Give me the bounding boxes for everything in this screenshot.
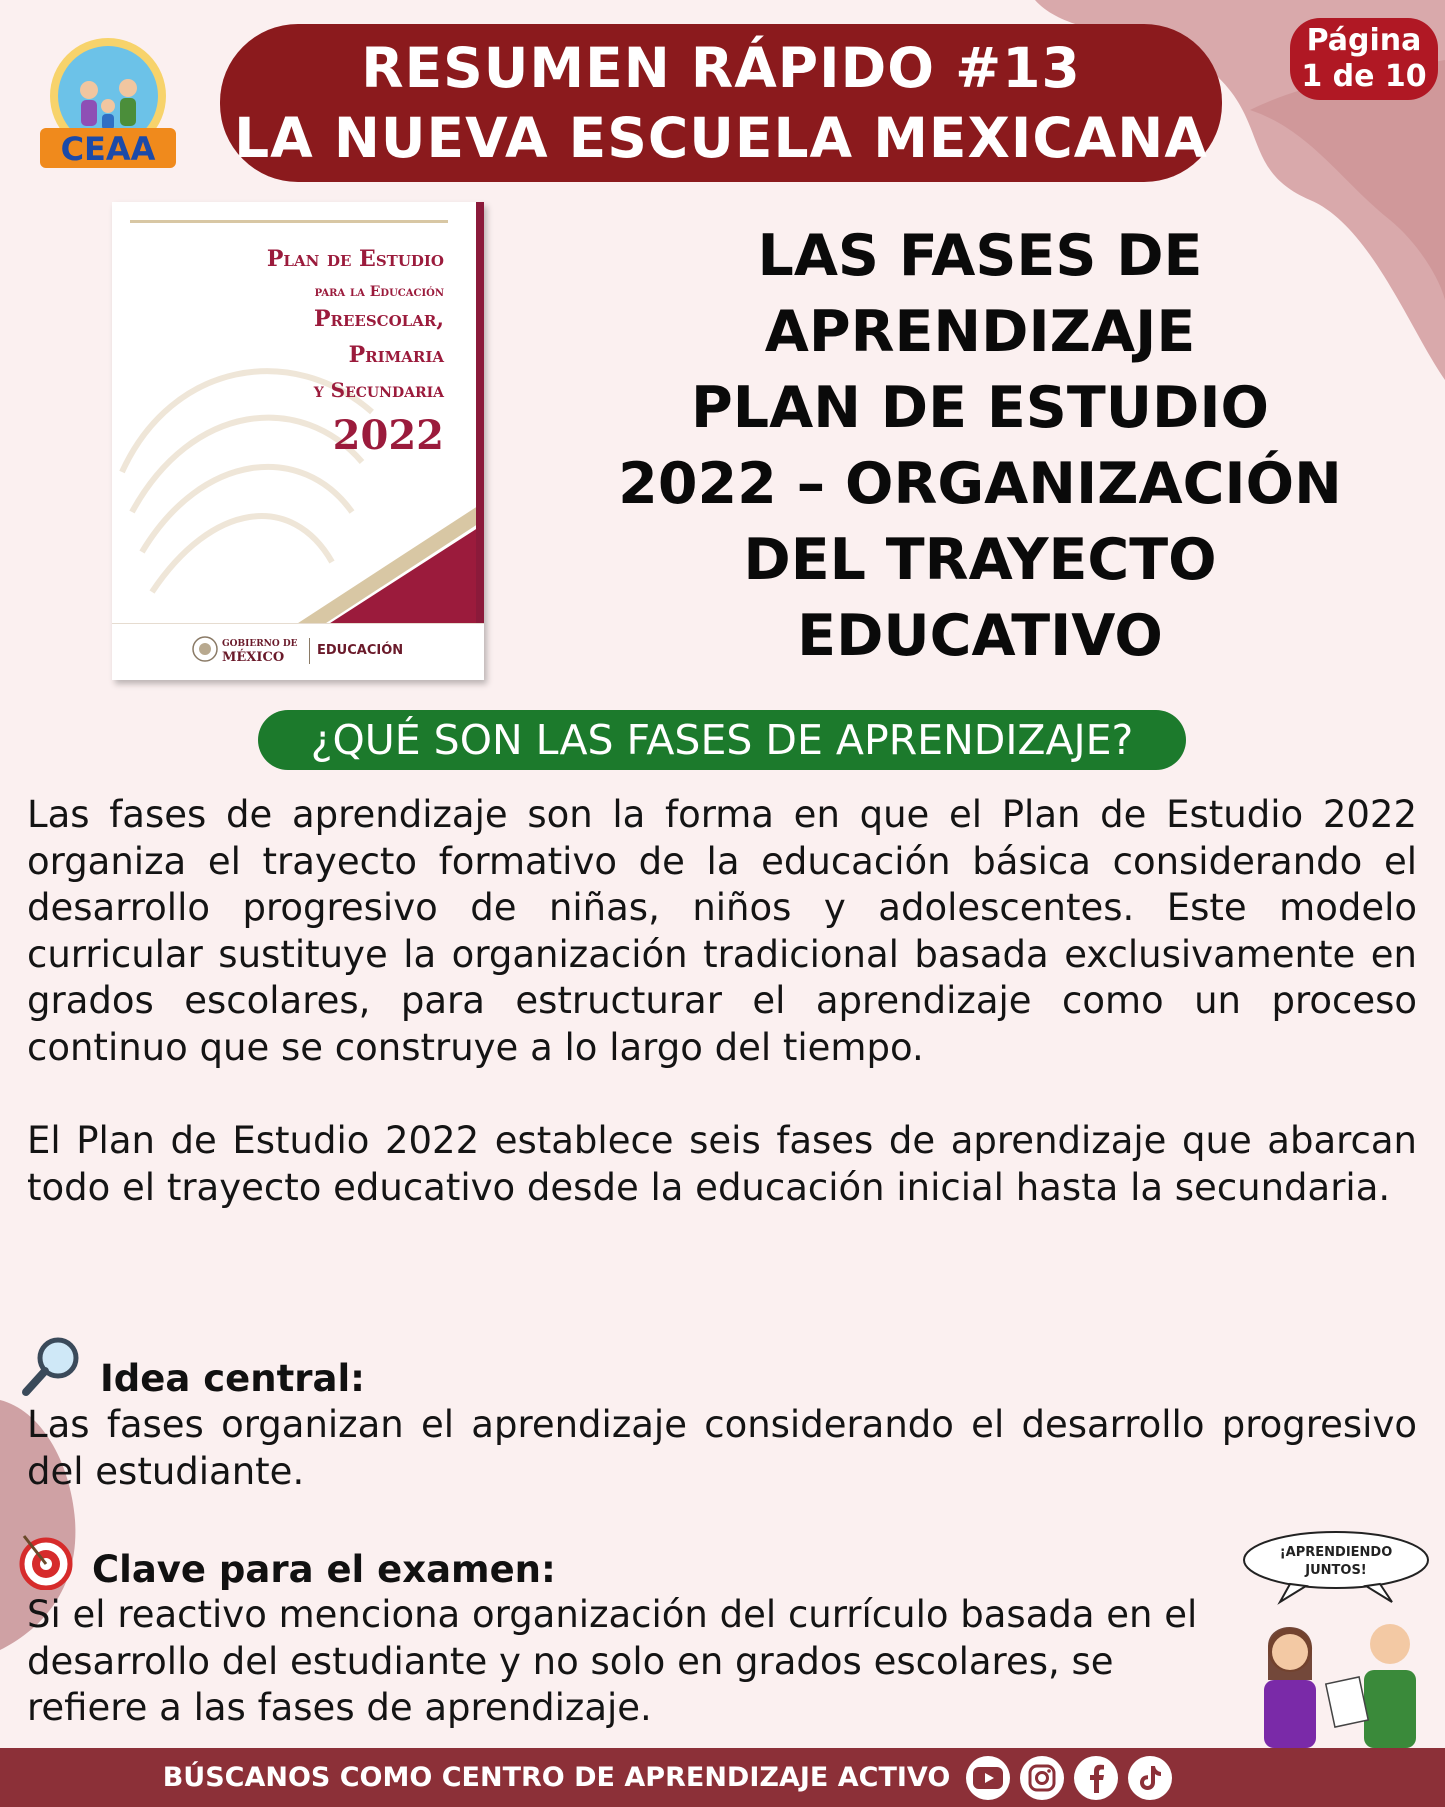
cover-title-line1: Plan de Estudio bbox=[266, 246, 444, 272]
page-badge bbox=[1290, 18, 1438, 100]
cover-divider bbox=[309, 638, 310, 664]
facebook-icon[interactable] bbox=[1074, 1756, 1118, 1800]
tiktok-icon[interactable] bbox=[1128, 1756, 1172, 1800]
header-banner bbox=[220, 24, 1222, 182]
exam-key-heading: Clave para el examen: bbox=[92, 1548, 556, 1591]
title-line4: 2022 – ORGANIZACIÓN bbox=[618, 451, 1342, 517]
title-line3: PLAN DE ESTUDIO bbox=[691, 375, 1269, 441]
instagram-icon[interactable] bbox=[1020, 1756, 1064, 1800]
cover-title-line3: Preescolar, bbox=[313, 306, 444, 332]
youtube-icon[interactable] bbox=[966, 1756, 1010, 1800]
svg-text:¡APRENDIENDO: ¡APRENDIENDO bbox=[1279, 1545, 1393, 1560]
cover-year: 2022 bbox=[332, 412, 444, 459]
svg-text:CEAA: CEAA bbox=[60, 130, 156, 168]
mexico-seal-icon bbox=[192, 636, 218, 662]
social-links bbox=[966, 1756, 1172, 1800]
educacion-label: EDUCACIÓN bbox=[317, 643, 404, 658]
cover-top-rule bbox=[130, 220, 448, 223]
idea-central-text: Las fases organizan el aprendizaje considerando el desarrollo progresivo del estudiante. bbox=[27, 1403, 1417, 1493]
cover-title-line5: y Secundaria bbox=[313, 378, 444, 402]
title-line2: APRENDIZAJE bbox=[764, 299, 1196, 365]
gobierno-mexico bbox=[222, 638, 298, 664]
cover-footer bbox=[112, 623, 484, 680]
cover-diagonal-stripes bbox=[112, 502, 484, 627]
target-icon bbox=[18, 1530, 78, 1590]
cover-title-line4: Primaria bbox=[348, 342, 444, 368]
svg-text:JUNTOS!: JUNTOS! bbox=[1305, 1563, 1367, 1578]
question-heading: ¿QUÉ SON LAS FASES DE APRENDIZAJE? bbox=[258, 710, 1186, 770]
title-line5: DEL TRAYECTO bbox=[743, 527, 1217, 593]
exam-key-text: Si el reactivo menciona organización del currículo basada en el desarrollo del estudiante y no solo en grados escolares, se refiere a las fases de aprendizaje. bbox=[27, 1593, 1198, 1729]
idea-central-heading: Idea central: bbox=[100, 1357, 365, 1400]
ceaa-logo bbox=[34, 30, 182, 175]
title-line6: EDUCATIVO bbox=[797, 603, 1163, 669]
footer-text: BÚSCANOS COMO CENTRO DE APRENDIZAJE ACTIVO bbox=[162, 1762, 951, 1793]
banner-title-line2: LA NUEVA ESCUELA MEXICANA bbox=[234, 106, 1208, 170]
paragraph-1: Las fases de aprendizaje son la forma en que el Plan de Estudio 2022 organiza el trayecto formativo de la educación básica considerando el desarrollo progresivo de niñas, niños y adolescentes. Este modelo curricular sustituye la organización tradicional basada exclusivamente en grados escolares, para estructurar el aprendizaje como un proceso continuo que se construye a lo largo del tiempo. bbox=[27, 793, 1417, 1069]
page-label: Página bbox=[1306, 23, 1422, 58]
footer-bar bbox=[0, 1748, 1445, 1807]
magnifying-glass-icon bbox=[20, 1334, 84, 1398]
title-line1: LAS FASES DE bbox=[757, 223, 1203, 289]
gov-line1: GOBIERNO DE bbox=[222, 639, 298, 649]
cover-right-bar bbox=[476, 202, 484, 680]
main-title bbox=[600, 218, 1360, 674]
gov-line2: MÉXICO bbox=[222, 650, 285, 665]
plan-estudio-cover bbox=[112, 202, 484, 680]
paragraph-2: El Plan de Estudio 2022 establece seis fases de aprendizaje que abarcan todo el trayecto educativo desde la educación inicial hasta la secundaria. bbox=[27, 1119, 1417, 1209]
page-number: 1 de 10 bbox=[1301, 59, 1427, 94]
mascots-illustration bbox=[1230, 1530, 1442, 1748]
banner-title-line1: RESUMEN RÁPIDO #13 bbox=[361, 36, 1081, 100]
cover-title-line2: para la Educación bbox=[314, 284, 444, 300]
